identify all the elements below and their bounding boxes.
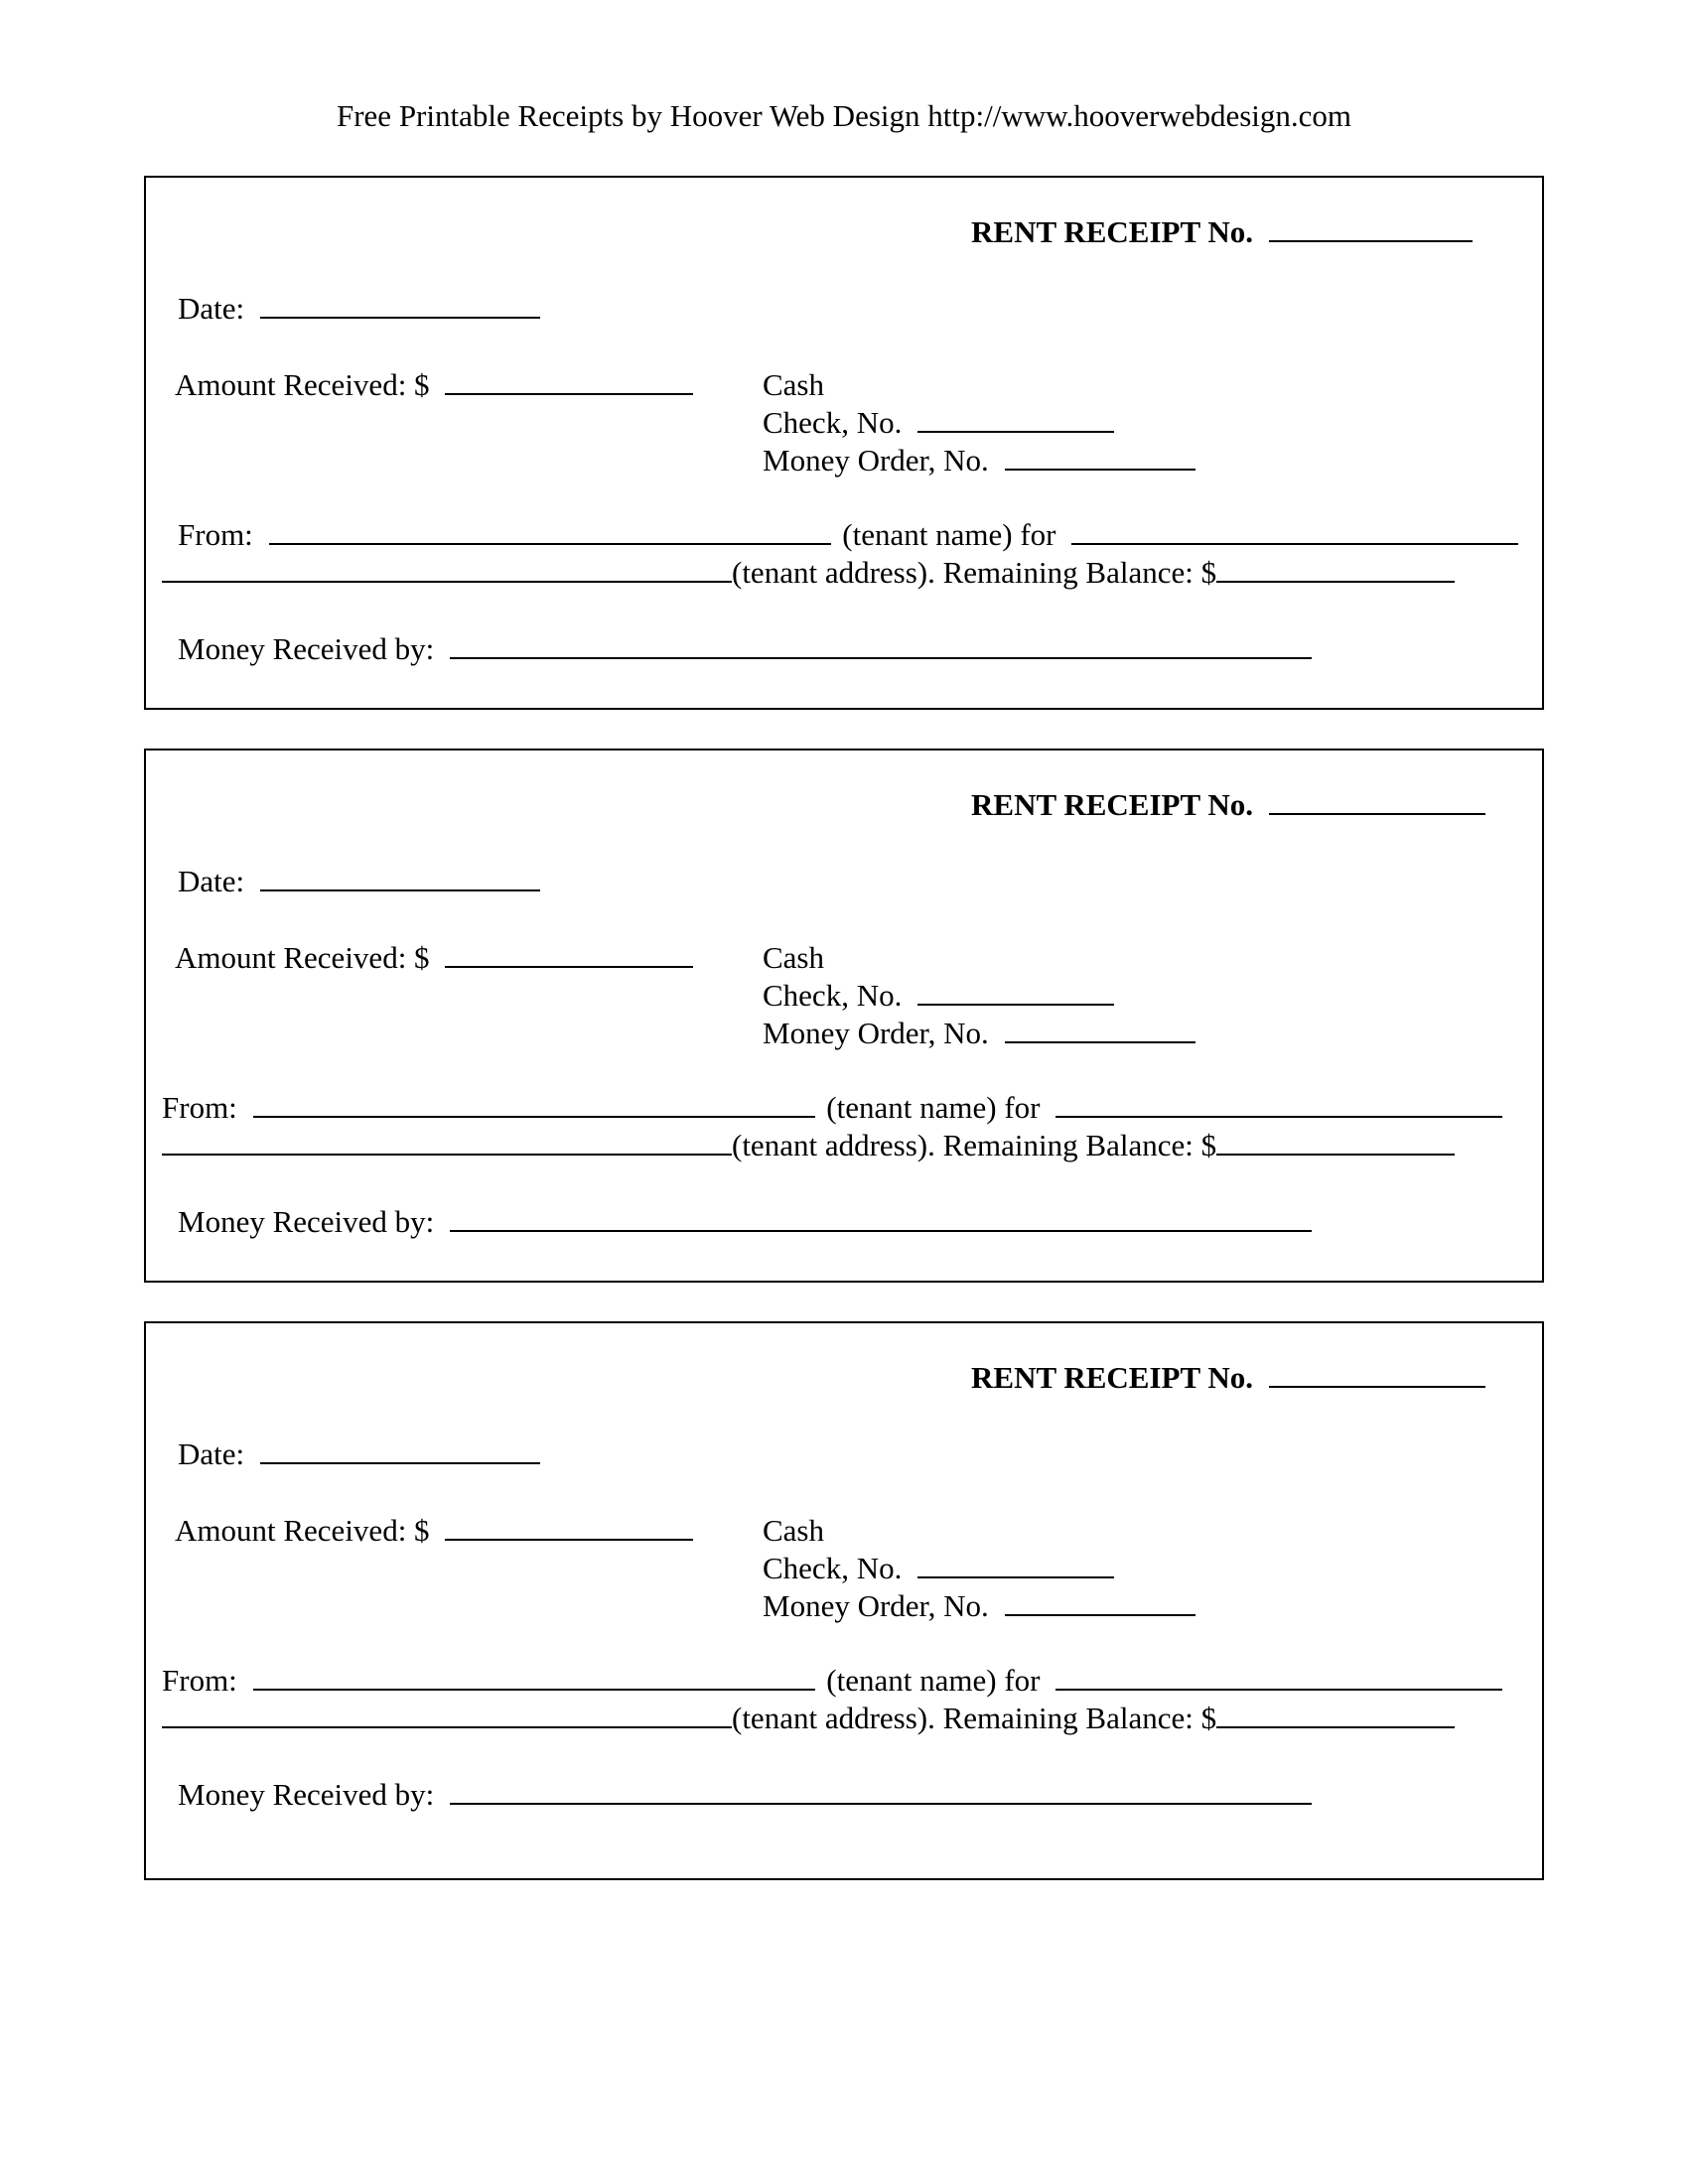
received-by-label: Money Received by: bbox=[178, 1777, 435, 1812]
receipt-title-row bbox=[971, 786, 1485, 824]
tenant-address-field[interactable] bbox=[162, 1128, 732, 1156]
payment-check-row bbox=[763, 404, 1114, 442]
received-by-field[interactable] bbox=[450, 1204, 1312, 1232]
tenant-address-field-start[interactable] bbox=[1055, 1090, 1502, 1118]
payment-check-row bbox=[763, 1550, 1114, 1587]
from-row bbox=[178, 516, 1518, 554]
tenant-address-label: (tenant address). Remaining Balance: $ bbox=[732, 1701, 1217, 1735]
received-by-row bbox=[178, 1203, 1312, 1241]
receipt-title: RENT RECEIPT No. bbox=[971, 787, 1253, 822]
date-field[interactable] bbox=[260, 291, 540, 319]
receipt-number-field[interactable] bbox=[1269, 1360, 1485, 1388]
check-number-field[interactable] bbox=[917, 978, 1114, 1006]
address-row bbox=[162, 1700, 1455, 1737]
payment-cash: Cash bbox=[763, 367, 824, 402]
check-number-field[interactable] bbox=[917, 405, 1114, 433]
payment-money-order-row bbox=[763, 1015, 1196, 1052]
from-label: From: bbox=[162, 1663, 237, 1698]
payment-check-row bbox=[763, 977, 1114, 1015]
date-row bbox=[178, 1435, 540, 1473]
address-row bbox=[162, 1127, 1455, 1164]
tenant-address-field-start[interactable] bbox=[1071, 517, 1518, 545]
amount-field[interactable] bbox=[445, 1513, 693, 1541]
received-by-label: Money Received by: bbox=[178, 1204, 435, 1239]
rent-receipt-3 bbox=[144, 1321, 1544, 1880]
money-order-number-field[interactable] bbox=[1005, 1588, 1196, 1616]
tenant-address-label: (tenant address). Remaining Balance: $ bbox=[732, 1128, 1217, 1162]
receipt-title: RENT RECEIPT No. bbox=[971, 1360, 1253, 1395]
date-label: Date: bbox=[178, 291, 245, 326]
payment-check-label: Check, No. bbox=[763, 978, 903, 1013]
payment-money-order-row bbox=[763, 442, 1196, 479]
remaining-balance-field[interactable] bbox=[1216, 1701, 1455, 1728]
tenant-name-field[interactable] bbox=[253, 1090, 815, 1118]
received-by-field[interactable] bbox=[450, 1777, 1312, 1805]
received-by-row bbox=[178, 630, 1312, 668]
amount-row bbox=[175, 366, 693, 404]
rent-receipt-2 bbox=[144, 749, 1544, 1283]
from-row bbox=[162, 1089, 1502, 1127]
rent-receipt-1 bbox=[144, 176, 1544, 710]
receipt-number-field[interactable] bbox=[1269, 787, 1485, 815]
date-label: Date: bbox=[178, 864, 245, 898]
date-field[interactable] bbox=[260, 864, 540, 891]
amount-label: Amount Received: $ bbox=[175, 1513, 430, 1548]
amount-row bbox=[175, 939, 693, 977]
check-number-field[interactable] bbox=[917, 1551, 1114, 1578]
date-row bbox=[178, 290, 540, 328]
amount-label: Amount Received: $ bbox=[175, 940, 430, 975]
page-header: Free Printable Receipts by Hoover Web Design http://www.hooverwebdesign.com bbox=[336, 98, 1352, 133]
payment-cash: Cash bbox=[763, 1513, 824, 1548]
payment-money-order-label: Money Order, No. bbox=[763, 1016, 989, 1050]
from-label: From: bbox=[162, 1090, 237, 1125]
payment-money-order-label: Money Order, No. bbox=[763, 443, 989, 478]
tenant-name-label: (tenant name) for bbox=[826, 1663, 1041, 1698]
remaining-balance-field[interactable] bbox=[1216, 1128, 1455, 1156]
amount-field[interactable] bbox=[445, 940, 693, 968]
payment-check-label: Check, No. bbox=[763, 1551, 903, 1585]
receipt-number-field[interactable] bbox=[1269, 214, 1473, 242]
payment-cash: Cash bbox=[763, 940, 824, 975]
tenant-name-field[interactable] bbox=[253, 1663, 815, 1691]
tenant-address-field-start[interactable] bbox=[1055, 1663, 1502, 1691]
payment-money-order-row bbox=[763, 1587, 1196, 1625]
tenant-address-field[interactable] bbox=[162, 555, 732, 583]
receipt-title-row bbox=[971, 213, 1473, 251]
received-by-row bbox=[178, 1776, 1312, 1814]
amount-label: Amount Received: $ bbox=[175, 367, 430, 402]
payment-money-order-label: Money Order, No. bbox=[763, 1588, 989, 1623]
receipt-title-row bbox=[971, 1359, 1485, 1397]
received-by-label: Money Received by: bbox=[178, 631, 435, 666]
tenant-address-field[interactable] bbox=[162, 1701, 732, 1728]
money-order-number-field[interactable] bbox=[1005, 443, 1196, 471]
date-row bbox=[178, 863, 540, 900]
receipt-title: RENT RECEIPT No. bbox=[971, 214, 1253, 249]
date-label: Date: bbox=[178, 1436, 245, 1471]
tenant-name-label: (tenant name) for bbox=[842, 517, 1056, 552]
payment-check-label: Check, No. bbox=[763, 405, 903, 440]
date-field[interactable] bbox=[260, 1436, 540, 1464]
received-by-field[interactable] bbox=[450, 631, 1312, 659]
amount-row bbox=[175, 1512, 693, 1550]
amount-field[interactable] bbox=[445, 367, 693, 395]
money-order-number-field[interactable] bbox=[1005, 1016, 1196, 1043]
from-label: From: bbox=[178, 517, 253, 552]
from-row bbox=[162, 1662, 1502, 1700]
tenant-name-label: (tenant name) for bbox=[826, 1090, 1041, 1125]
address-row bbox=[162, 554, 1455, 592]
tenant-address-label: (tenant address). Remaining Balance: $ bbox=[732, 555, 1217, 590]
tenant-name-field[interactable] bbox=[269, 517, 831, 545]
remaining-balance-field[interactable] bbox=[1216, 555, 1455, 583]
